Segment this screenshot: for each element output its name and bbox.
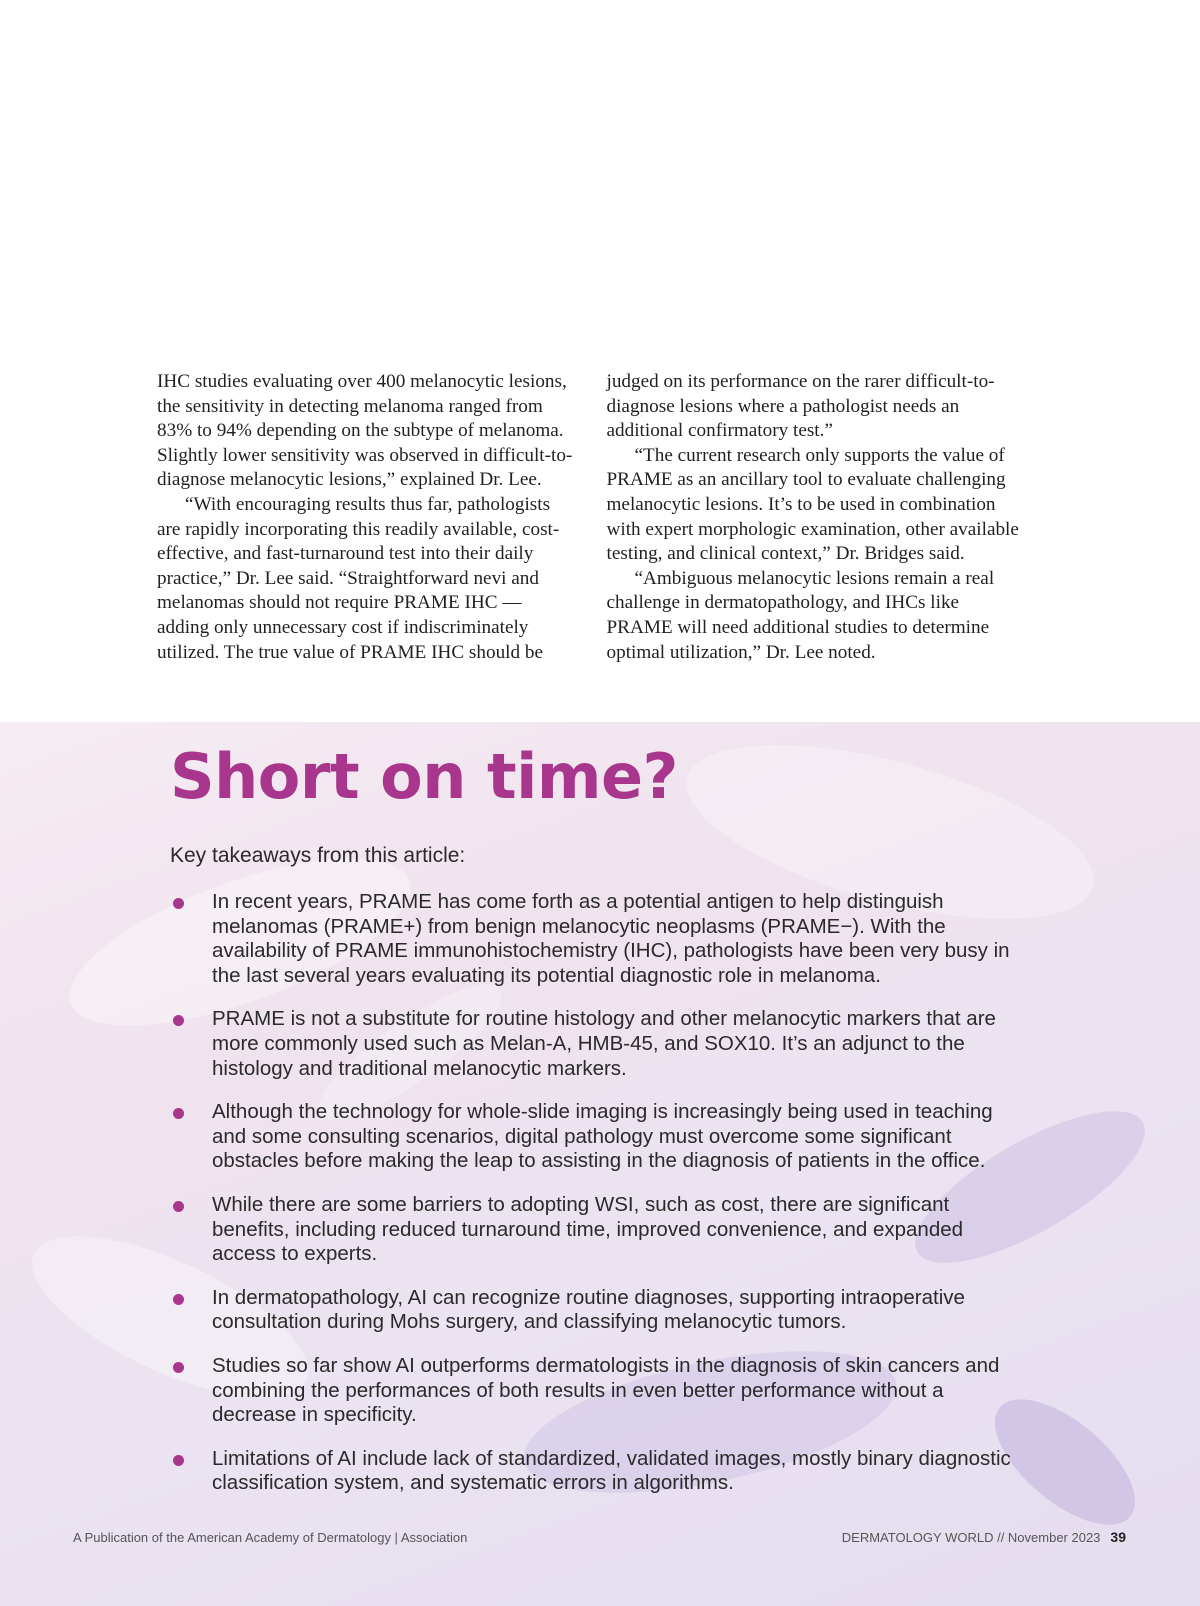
takeaways-panel	[0, 722, 1200, 1606]
footer-publication: DERMATOLOGY WORLD // November 2023	[841, 1530, 1101, 1545]
list-item-text: In dermatopathology, AI can recognize routine diagnoses, supporting intraoperative consultation during Mohs surgery, and classifying melanocytic tumors.	[212, 1285, 965, 1334]
paragraph: “Ambiguous melanocytic lesions remain a real challenge in dermatopathology, and IHCs like PRAME will need additional studies to determine optimal utilization,” Dr. Lee noted.	[606, 567, 995, 663]
bullet-icon	[173, 1362, 184, 1373]
list-item	[170, 1193, 1030, 1267]
takeaways-list	[170, 890, 1030, 1515]
bullet-icon	[173, 1294, 184, 1305]
footer-folio	[842, 1529, 1126, 1545]
article-column-right	[607, 370, 1024, 665]
bullet-icon	[173, 898, 184, 909]
list-item-text: In recent years, PRAME has come forth as a potential antigen to help distinguish melanomas (PRAME+) from benign melanocytic neoplasms (PRAME−). With the availability of PRAME immunohistochemistry (IHC), pathologists have been very busy in the last several years evaluating its potential diagnostic role in melanoma.	[212, 890, 1010, 987]
paragraph: “The current research only supports the value of PRAME as an ancillary tool to evaluate challenging melanocytic lesions. It’s to be used in combination with expert morphologic examination, other available testing, and clinical context,” Dr. Bridges said.	[606, 444, 1019, 565]
list-item-text: While there are some barriers to adopting WSI, such as cost, there are significant benefits, including reduced turnaround time, improved convenience, and expanded access to experts.	[212, 1192, 964, 1266]
bullet-icon	[173, 1455, 184, 1466]
paragraph: judged on its performance on the rarer difficult-to-diagnose lesions where a pathologist needs an additional confirmatory test.”	[606, 371, 995, 442]
list-item	[170, 1354, 1030, 1428]
page-number: 39	[1110, 1529, 1126, 1545]
bullet-icon	[173, 1201, 184, 1212]
list-item	[170, 1007, 1030, 1081]
list-item	[170, 890, 1030, 988]
paragraph: “With encouraging results thus far, pathologists are rapidly incorporating this readily available, cost-effective, and fast-turnaround test into their daily practice,” Dr. Lee said. “Straightforward nevi and melanomas should not require PRAME IHC — adding only unnecessary cost if indiscriminately utilized. The true value of PRAME IHC should be	[157, 493, 560, 663]
bullet-icon	[173, 1015, 184, 1026]
bullet-icon	[173, 1108, 184, 1119]
list-item	[170, 1447, 1030, 1496]
takeaways-title: Short on time?	[170, 740, 679, 813]
list-item-text: Limitations of AI include lack of standardized, validated images, mostly binary diagnostic classification system, and systematic errors in algorithms.	[212, 1446, 1011, 1495]
list-item-text: Studies so far show AI outperforms dermatologists in the diagnosis of skin cancers and combining the performances of both results in even better performance without a decrease in specificity.	[212, 1353, 1000, 1427]
list-item	[170, 1100, 1030, 1174]
takeaways-intro: Key takeaways from this article:	[170, 844, 466, 867]
article-column-left	[157, 370, 574, 665]
list-item	[170, 1286, 1030, 1335]
top-whitespace	[0, 0, 1200, 360]
paragraph: IHC studies evaluating over 400 melanocytic lesions, the sensitivity in detecting melanoma ranged from 83% to 94% depending on the subtype of melanoma. Slightly lower sensitivity was observed in difficult-to-diagnose melanocytic lesions,” explained Dr. Lee.	[157, 371, 573, 491]
article-body	[157, 370, 1023, 665]
list-item-text: Although the technology for whole-slide imaging is increasingly being used in teaching and some consulting scenarios, digital pathology must overcome some significant obstacles before making the leap to assisting in the diagnosis of patients in the office.	[212, 1100, 993, 1173]
footer-publisher: A Publication of the American Academy of Dermatology | Association	[73, 1530, 468, 1545]
list-item-text: PRAME is not a substitute for routine histology and other melanocytic markers that are more commonly used such as Melan-A, HMB-45, and SOX10. It’s an adjunct to the histology and traditional melanocytic markers.	[212, 1007, 996, 1080]
